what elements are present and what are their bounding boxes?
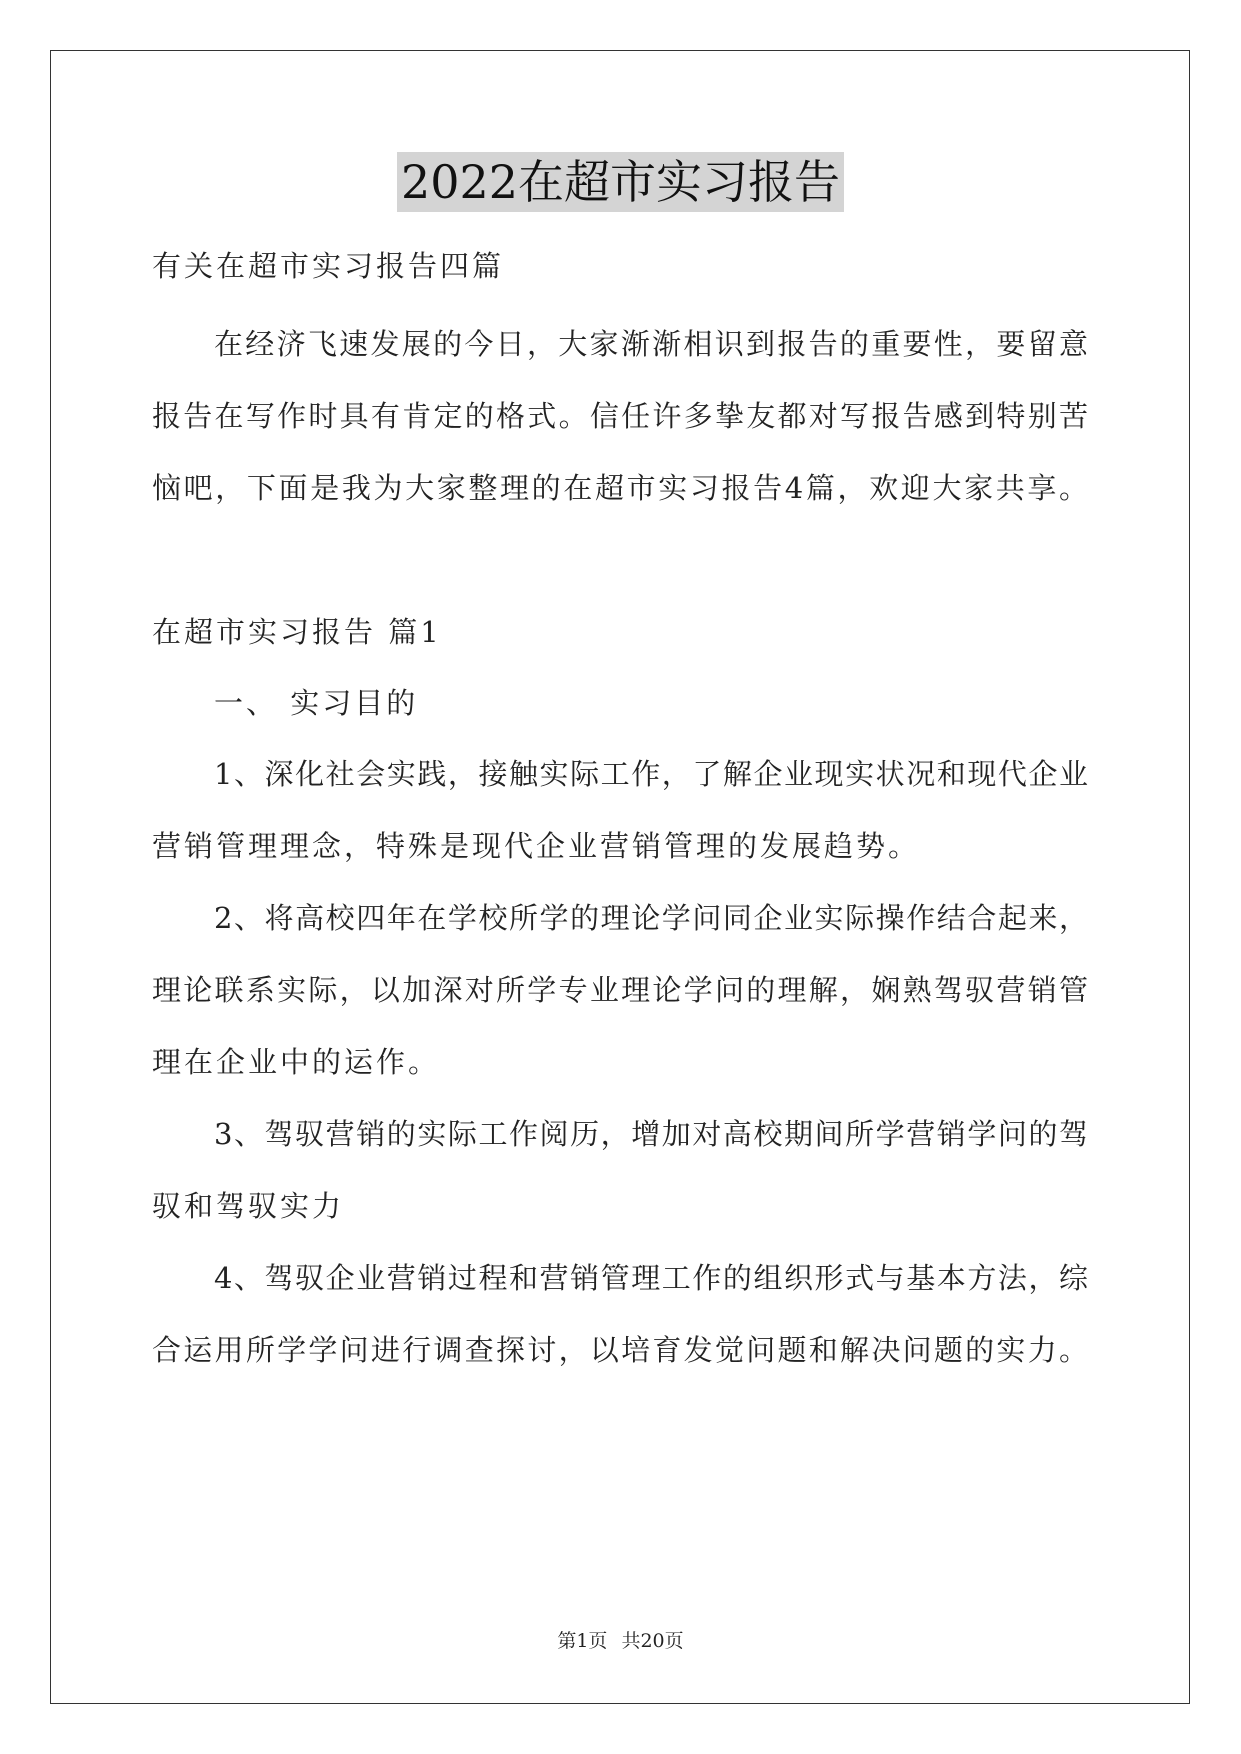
page-number: 第1页 [557,1630,608,1652]
part-heading: 一、 实习目的 [214,686,419,720]
page-total: 共20页 [621,1630,684,1652]
item-1-line-2: 营销管理理念，特殊是现代企业营销管理的发展趋势。 [152,829,921,863]
document-title: 2022在超市实习报告 [397,152,844,212]
item-4-line-2: 合运用所学学问进行调查探讨，以培育发觉问题和解决问题的实力。 [152,1333,1088,1367]
item-3-line-2: 驭和驾驭实力 [152,1189,345,1223]
document-subtitle: 有关在超市实习报告四篇 [152,249,505,283]
section-heading: 在超市实习报告 篇1 [152,615,442,649]
intro-line-3: 恼吧，下面是我为大家整理的在超市实习报告4篇，欢迎大家共享。 [152,471,1088,505]
title-container [0,152,1241,212]
intro-line-2: 报告在写作时具有肯定的格式。信任许多挚友都对写报告感到特别苦 [152,399,1088,433]
intro-line-1: 在经济飞速发展的今日，大家渐渐相识到报告的重要性，要留意 [214,327,1088,361]
item-2-line-3: 理在企业中的运作。 [152,1045,441,1079]
page-border [50,50,1190,1704]
item-3-line-1: 3、驾驭营销的实际工作阅历，增加对高校期间所学营销学问的驾 [214,1117,1088,1151]
page-footer [0,1628,1241,1654]
item-2-line-1: 2、将高校四年在学校所学的理论学问同企业实际操作结合起来， [214,901,1088,935]
item-2-line-2: 理论联系实际，以加深对所学专业理论学问的理解，娴熟驾驭营销管 [152,973,1088,1007]
item-1-line-1: 1、深化社会实践，接触实际工作，了解企业现实状况和现代企业 [214,757,1088,791]
item-4-line-1: 4、驾驭企业营销过程和营销管理工作的组织形式与基本方法，综 [214,1261,1088,1295]
